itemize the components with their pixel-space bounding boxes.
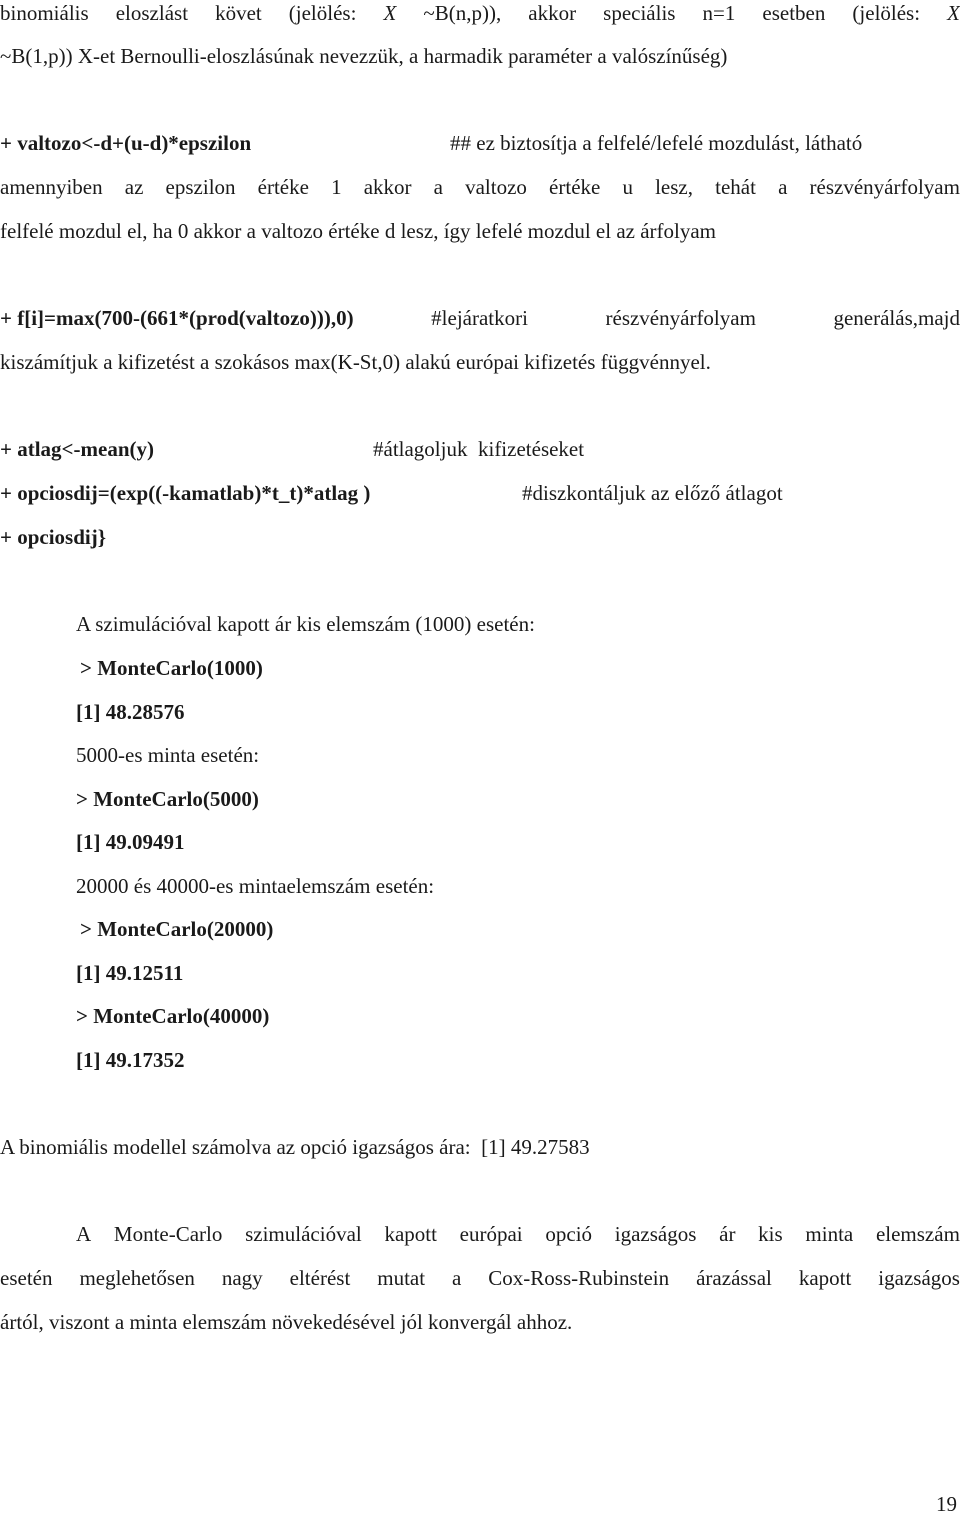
code-command: > MonteCarlo(20000) — [80, 917, 274, 941]
code-command: + valtozo<-d+(u-d)*epszilon — [0, 131, 252, 155]
word: értéke — [549, 175, 601, 199]
page-number: 19 — [936, 1492, 957, 1516]
comment-line-2 — [0, 174, 960, 200]
results-intro-2: 5000-es minta esetén: — [76, 743, 260, 767]
word: Monte-Carlo — [113, 1222, 223, 1246]
word: speciális — [603, 1, 676, 25]
code-line-atlag — [0, 436, 154, 462]
code-line-end — [0, 524, 106, 550]
word: A — [76, 1222, 92, 1246]
word: X — [383, 1, 397, 25]
word: a — [433, 175, 443, 199]
code-2-line-2: kiszámítjuk a kifizetést a szokásos max(K-St,0) alakú európai kifizetés függvénnyel. — [0, 350, 711, 374]
word: Cox-Ross-Rubinstein — [488, 1266, 670, 1290]
code-command: > MonteCarlo(1000) — [80, 656, 263, 680]
code-output: [1] 49.09491 — [76, 830, 185, 854]
word: árazással — [696, 1266, 772, 1290]
code-command: + opciosdij} — [0, 525, 107, 549]
word: az — [124, 175, 144, 199]
word: követ — [215, 1, 262, 25]
word: binomiális — [0, 1, 89, 25]
code-line-valtozo — [0, 130, 251, 156]
code-comment: #diszkontáljuk az előző átlagot — [522, 481, 783, 505]
code-command: > MonteCarlo(5000) — [76, 787, 259, 811]
conclusion-line-3: ártól, viszont a minta elemszám növekedésével jól konvergál ahhoz. — [0, 1310, 573, 1334]
binomial-result: A binomiális modellel számolva az opció igazságos ára: [1] 49.27583 — [0, 1135, 590, 1159]
code-line-opciosdij — [0, 480, 370, 506]
word: valtozo — [465, 175, 527, 199]
word: X — [947, 1, 960, 25]
word: a — [778, 175, 788, 199]
code-command: + f[i]=max(700-(661*(prod(valtozo))),0) — [0, 306, 354, 330]
code-output: [1] 49.17352 — [76, 1048, 185, 1072]
word: (jelölés: — [852, 1, 921, 25]
word: akkor — [528, 1, 577, 25]
results-call-2 — [76, 786, 259, 812]
code-comment: ## ez biztosítja a felfelé/lefelé mozdulást, látható — [450, 131, 863, 155]
word: ár — [719, 1222, 736, 1246]
results-call-3 — [80, 916, 273, 942]
word: elemszám — [875, 1222, 960, 1246]
results-call-1 — [80, 655, 263, 681]
word: 1 — [331, 175, 342, 199]
word: mutat — [377, 1266, 426, 1290]
word: nagy — [221, 1266, 263, 1290]
results-call-4 — [76, 1003, 269, 1029]
word: epszilon — [165, 175, 236, 199]
word: minta — [805, 1222, 854, 1246]
word: (jelölés: — [288, 1, 357, 25]
word: értéke — [257, 175, 309, 199]
word: igazságos — [614, 1222, 697, 1246]
word: tehát — [715, 175, 756, 199]
word: esetben — [762, 1, 826, 25]
word: igazságos — [878, 1266, 960, 1290]
results-output-3 — [76, 960, 183, 986]
word: u — [622, 175, 633, 199]
paragraph-1-line-2: ~B(1,p)) X-et Bernoulli-eloszlásúnak nevezzük, a harmadik paraméter a valószínűség) — [0, 44, 728, 68]
word: akkor — [363, 175, 412, 199]
code-command: + atlag<-mean(y) — [0, 437, 154, 461]
word: kis — [758, 1222, 783, 1246]
results-intro-3: 20000 és 40000-es mintaelemszám esetén: — [76, 874, 435, 898]
code-line-f — [0, 305, 960, 331]
results-output-1 — [76, 699, 185, 725]
results-output-4 — [76, 1047, 185, 1073]
word: részvényárfolyam — [605, 306, 756, 330]
word: generálás,majd — [833, 306, 960, 330]
conclusion-line-2 — [0, 1265, 960, 1291]
code-comment: #átlagoljuk kifizetéseket — [373, 437, 585, 461]
word: eltérést — [289, 1266, 351, 1290]
word: a — [452, 1266, 462, 1290]
results-output-2 — [76, 829, 185, 855]
word: n=1 — [702, 1, 736, 25]
word: részvényárfolyam — [809, 175, 960, 199]
code-output: [1] 48.28576 — [76, 700, 185, 724]
word: kapott — [384, 1222, 437, 1246]
word: szimulációval — [245, 1222, 362, 1246]
word: amennyiben — [0, 175, 103, 199]
word: opció — [545, 1222, 593, 1246]
word: kapott — [798, 1266, 852, 1290]
code-command: > MonteCarlo(40000) — [76, 1004, 270, 1028]
conclusion-line-1 — [76, 1221, 960, 1247]
word: európai — [459, 1222, 523, 1246]
word: meglehetősen — [79, 1266, 195, 1290]
word: ~B(n,p)), — [423, 1, 502, 25]
word: #lejáratkori — [431, 306, 528, 330]
code-output: [1] 49.12511 — [76, 961, 184, 985]
code-command: + opciosdij=(exp((-kamatlab)*t_t)*atlag ) — [0, 481, 371, 505]
word: lesz, — [655, 175, 693, 199]
results-intro-1: A szimulációval kapott ár kis elemszám (1000) esetén: — [76, 612, 535, 636]
word: eloszlást — [115, 1, 189, 25]
word: esetén — [0, 1266, 53, 1290]
paragraph-1-line-1 — [0, 0, 960, 26]
comment-line-3: felfelé mozdul el, ha 0 akkor a valtozo értéke d lesz, így lefelé mozdul el az árfolyam — [0, 219, 717, 243]
